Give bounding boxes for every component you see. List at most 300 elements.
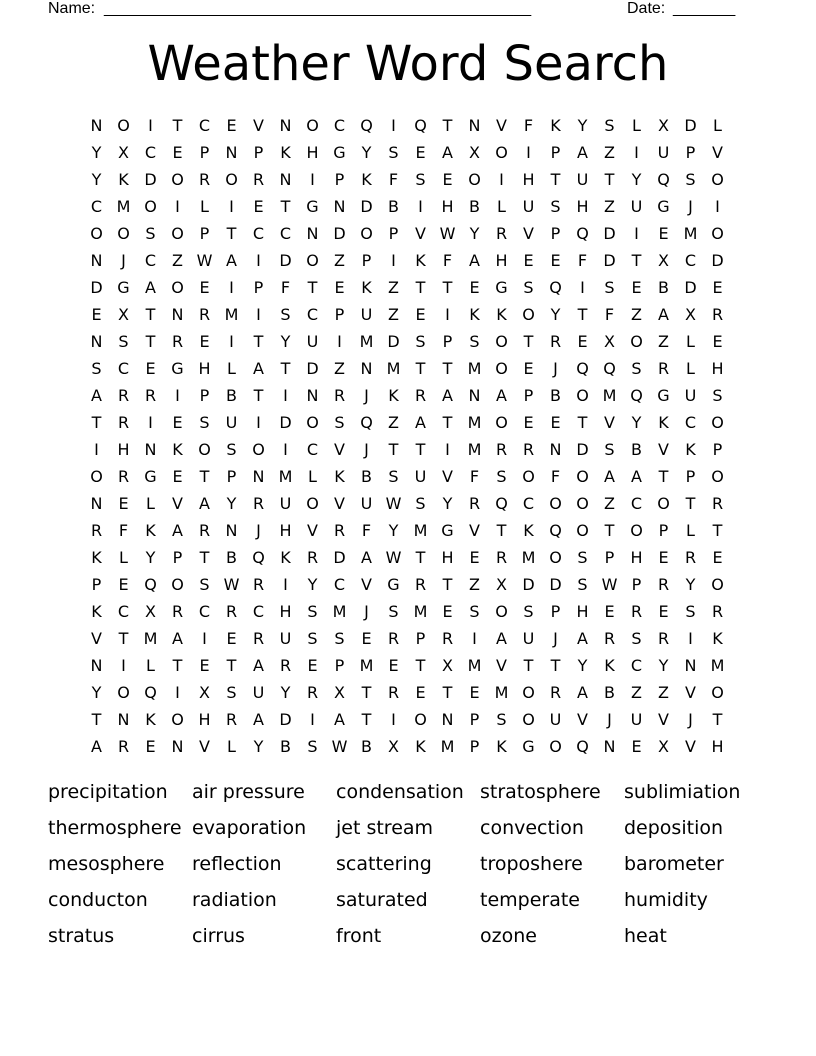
grid-letter[interactable]: S	[280, 305, 291, 324]
grid-letter[interactable]: Z	[334, 359, 345, 378]
grid-letter[interactable]: J	[688, 710, 693, 729]
grid-letter[interactable]: O	[549, 494, 562, 513]
grid-letter[interactable]: C	[198, 602, 211, 621]
grid-letter[interactable]: Z	[469, 575, 480, 594]
grid-letter[interactable]: N	[306, 386, 319, 405]
grid-letter[interactable]: I	[310, 710, 315, 729]
grid-letter[interactable]: S	[685, 170, 696, 189]
grid-letter[interactable]: D	[279, 413, 292, 432]
grid-letter[interactable]: P	[388, 224, 399, 243]
grid-letter[interactable]: I	[391, 251, 396, 270]
grid-letter[interactable]: S	[496, 710, 507, 729]
grid-letter[interactable]: Y	[631, 413, 642, 432]
grid-letter[interactable]: M	[143, 629, 158, 648]
grid-letter[interactable]: Y	[550, 305, 561, 324]
grid-letter[interactable]: A	[253, 710, 264, 729]
grid-letter[interactable]: T	[307, 278, 318, 297]
grid-letter[interactable]: E	[118, 494, 129, 513]
grid-letter[interactable]: M	[440, 737, 455, 756]
grid-letter[interactable]: K	[496, 737, 507, 756]
grid-letter[interactable]: K	[604, 656, 615, 675]
grid-letter[interactable]: Y	[91, 683, 102, 702]
grid-letter[interactable]: I	[283, 440, 288, 459]
grid-letter[interactable]: D	[684, 278, 697, 297]
grid-letter[interactable]: N	[90, 656, 103, 675]
grid-letter[interactable]: D	[684, 116, 697, 135]
grid-letter[interactable]: O	[306, 116, 319, 135]
grid-letter[interactable]: U	[414, 467, 427, 486]
grid-letter[interactable]: T	[415, 359, 426, 378]
grid-letter[interactable]: A	[145, 278, 156, 297]
grid-letter[interactable]: Z	[604, 143, 615, 162]
grid-letter[interactable]: X	[145, 602, 156, 621]
grid-letter[interactable]: O	[549, 548, 562, 567]
grid-letter[interactable]: T	[577, 305, 588, 324]
grid-letter[interactable]: T	[145, 332, 156, 351]
grid-letter[interactable]: O	[495, 332, 508, 351]
grid-letter[interactable]: T	[442, 278, 453, 297]
grid-letter[interactable]: W	[223, 575, 240, 594]
grid-letter[interactable]: R	[333, 521, 346, 540]
grid-letter[interactable]: D	[603, 224, 616, 243]
grid-letter[interactable]: R	[117, 737, 130, 756]
grid-letter[interactable]: S	[685, 602, 696, 621]
grid-letter[interactable]: O	[306, 413, 319, 432]
grid-letter[interactable]: K	[145, 710, 156, 729]
grid-letter[interactable]: H	[711, 359, 724, 378]
grid-letter[interactable]: M	[116, 197, 131, 216]
grid-letter[interactable]: J	[364, 602, 369, 621]
grid-letter[interactable]: P	[442, 332, 453, 351]
grid-letter[interactable]: T	[442, 575, 453, 594]
grid-letter[interactable]: R	[711, 494, 724, 513]
grid-letter[interactable]: K	[415, 251, 426, 270]
grid-letter[interactable]: V	[253, 116, 264, 135]
grid-letter[interactable]: Q	[603, 359, 616, 378]
grid-letter[interactable]: V	[469, 521, 480, 540]
grid-letter[interactable]: I	[580, 278, 585, 297]
grid-letter[interactable]: U	[360, 305, 373, 324]
grid-letter[interactable]: L	[146, 656, 155, 675]
grid-letter[interactable]: I	[472, 629, 477, 648]
grid-letter[interactable]: S	[334, 413, 345, 432]
grid-letter[interactable]: O	[522, 305, 535, 324]
grid-letter[interactable]: L	[227, 737, 236, 756]
grid-letter[interactable]: W	[439, 224, 456, 243]
grid-letter[interactable]: V	[442, 467, 453, 486]
grid-letter[interactable]: Z	[388, 413, 399, 432]
grid-letter[interactable]: S	[388, 467, 399, 486]
grid-letter[interactable]: J	[553, 359, 558, 378]
grid-letter[interactable]: L	[686, 359, 695, 378]
grid-letter[interactable]: K	[685, 440, 696, 459]
grid-letter[interactable]: C	[306, 440, 319, 459]
grid-letter[interactable]: R	[684, 548, 697, 567]
grid-letter[interactable]: T	[550, 656, 561, 675]
grid-letter[interactable]: Y	[685, 575, 696, 594]
grid-letter[interactable]: A	[172, 629, 183, 648]
grid-letter[interactable]: O	[630, 521, 643, 540]
grid-letter[interactable]: A	[91, 386, 102, 405]
grid-letter[interactable]: V	[577, 710, 588, 729]
grid-letter[interactable]: V	[496, 656, 507, 675]
grid-letter[interactable]: V	[658, 710, 669, 729]
grid-letter[interactable]: T	[172, 116, 183, 135]
grid-letter[interactable]: B	[469, 197, 480, 216]
grid-letter[interactable]: Y	[631, 170, 642, 189]
grid-letter[interactable]: D	[306, 359, 319, 378]
grid-letter[interactable]: R	[252, 575, 265, 594]
grid-letter[interactable]: O	[711, 170, 724, 189]
grid-letter[interactable]: A	[172, 521, 183, 540]
grid-letter[interactable]: D	[360, 197, 373, 216]
grid-letter[interactable]: D	[279, 251, 292, 270]
grid-letter[interactable]: A	[442, 386, 453, 405]
grid-letter[interactable]: O	[657, 494, 670, 513]
grid-letter[interactable]: U	[279, 494, 292, 513]
grid-letter[interactable]: F	[550, 467, 561, 486]
grid-letter[interactable]: E	[388, 656, 399, 675]
grid-letter[interactable]: L	[632, 116, 641, 135]
grid-letter[interactable]: K	[415, 737, 426, 756]
grid-letter[interactable]: D	[387, 332, 400, 351]
grid-letter[interactable]: K	[118, 170, 129, 189]
grid-letter[interactable]: Q	[495, 494, 508, 513]
grid-letter[interactable]: B	[280, 737, 291, 756]
grid-letter[interactable]: D	[279, 710, 292, 729]
grid-letter[interactable]: H	[495, 251, 508, 270]
grid-letter[interactable]: N	[90, 332, 103, 351]
grid-letter[interactable]: M	[332, 602, 347, 621]
grid-letter[interactable]: E	[415, 143, 426, 162]
grid-letter[interactable]: S	[469, 332, 480, 351]
grid-letter[interactable]: G	[306, 197, 319, 216]
grid-letter[interactable]: E	[469, 278, 480, 297]
grid-letter[interactable]: C	[306, 305, 319, 324]
grid-letter[interactable]: N	[549, 440, 562, 459]
grid-letter[interactable]: P	[685, 143, 696, 162]
grid-letter[interactable]: K	[145, 521, 156, 540]
grid-letter[interactable]: O	[711, 683, 724, 702]
grid-letter[interactable]: H	[306, 143, 319, 162]
grid-letter[interactable]: S	[604, 440, 615, 459]
grid-letter[interactable]: G	[333, 143, 346, 162]
grid-letter[interactable]: U	[252, 683, 265, 702]
grid-letter[interactable]: Y	[253, 737, 264, 756]
grid-letter[interactable]: G	[522, 737, 535, 756]
grid-letter[interactable]: E	[442, 170, 453, 189]
grid-letter[interactable]: S	[199, 575, 210, 594]
grid-letter[interactable]: O	[144, 197, 157, 216]
grid-letter[interactable]: L	[497, 197, 506, 216]
grid-letter[interactable]: R	[279, 656, 292, 675]
grid-letter[interactable]: S	[577, 575, 588, 594]
grid-letter[interactable]: N	[306, 224, 319, 243]
grid-letter[interactable]: S	[631, 359, 642, 378]
grid-letter[interactable]: S	[577, 548, 588, 567]
grid-letter[interactable]: E	[469, 548, 480, 567]
grid-letter[interactable]: S	[388, 602, 399, 621]
grid-letter[interactable]: Q	[576, 359, 589, 378]
grid-letter[interactable]: T	[685, 494, 696, 513]
grid-letter[interactable]: T	[442, 116, 453, 135]
grid-letter[interactable]: Q	[360, 116, 373, 135]
grid-letter[interactable]: O	[171, 575, 184, 594]
grid-letter[interactable]: L	[146, 494, 155, 513]
grid-letter[interactable]: E	[604, 602, 615, 621]
grid-letter[interactable]: E	[91, 305, 102, 324]
grid-letter[interactable]: N	[225, 521, 238, 540]
grid-letter[interactable]: X	[118, 143, 129, 162]
grid-letter[interactable]: X	[118, 305, 129, 324]
grid-letter[interactable]: K	[523, 521, 534, 540]
grid-letter[interactable]: U	[522, 629, 535, 648]
grid-letter[interactable]: A	[91, 737, 102, 756]
grid-letter[interactable]: T	[604, 170, 615, 189]
grid-letter[interactable]: X	[442, 656, 453, 675]
grid-letter[interactable]: P	[712, 440, 723, 459]
grid-letter[interactable]: O	[198, 440, 211, 459]
grid-letter[interactable]: U	[630, 710, 643, 729]
grid-letter[interactable]: M	[278, 467, 293, 486]
grid-letter[interactable]: N	[90, 494, 103, 513]
grid-letter[interactable]: F	[280, 278, 291, 297]
grid-letter[interactable]: S	[199, 413, 210, 432]
grid-letter[interactable]: E	[658, 602, 669, 621]
grid-letter[interactable]: H	[576, 197, 589, 216]
grid-letter[interactable]: Y	[226, 494, 237, 513]
grid-letter[interactable]: R	[198, 305, 211, 324]
grid-letter[interactable]: V	[415, 224, 426, 243]
grid-letter[interactable]: K	[388, 386, 399, 405]
grid-letter[interactable]: A	[334, 710, 345, 729]
grid-letter[interactable]: V	[91, 629, 102, 648]
grid-letter[interactable]: W	[331, 737, 348, 756]
grid-letter[interactable]: X	[604, 332, 615, 351]
grid-letter[interactable]: U	[576, 170, 589, 189]
grid-letter[interactable]: E	[199, 278, 210, 297]
grid-letter[interactable]: W	[196, 251, 213, 270]
grid-letter[interactable]: C	[90, 197, 103, 216]
grid-letter[interactable]: V	[496, 116, 507, 135]
grid-letter[interactable]: Y	[442, 494, 453, 513]
grid-letter[interactable]: K	[91, 602, 102, 621]
grid-letter[interactable]: R	[225, 710, 238, 729]
grid-letter[interactable]: R	[495, 440, 508, 459]
grid-letter[interactable]: D	[603, 251, 616, 270]
grid-letter[interactable]: Y	[280, 332, 291, 351]
grid-letter[interactable]: H	[441, 548, 454, 567]
grid-letter[interactable]: T	[145, 305, 156, 324]
grid-letter[interactable]: S	[523, 278, 534, 297]
grid-letter[interactable]: O	[576, 386, 589, 405]
grid-letter[interactable]: S	[307, 629, 318, 648]
grid-letter[interactable]: S	[469, 602, 480, 621]
grid-letter[interactable]: G	[171, 359, 184, 378]
grid-letter[interactable]: V	[172, 494, 183, 513]
grid-letter[interactable]: A	[469, 251, 480, 270]
grid-letter[interactable]: V	[685, 737, 696, 756]
grid-letter[interactable]: R	[495, 548, 508, 567]
grid-letter[interactable]: S	[604, 278, 615, 297]
grid-letter[interactable]: T	[658, 467, 669, 486]
grid-letter[interactable]: E	[523, 413, 534, 432]
grid-letter[interactable]: T	[91, 710, 102, 729]
grid-letter[interactable]: T	[280, 359, 291, 378]
grid-letter[interactable]: J	[553, 629, 558, 648]
grid-letter[interactable]: O	[576, 467, 589, 486]
grid-letter[interactable]: D	[576, 440, 589, 459]
grid-letter[interactable]: O	[90, 467, 103, 486]
grid-letter[interactable]: R	[306, 683, 319, 702]
grid-letter[interactable]: R	[90, 521, 103, 540]
grid-letter[interactable]: S	[145, 224, 156, 243]
grid-letter[interactable]: S	[415, 332, 426, 351]
grid-letter[interactable]: N	[90, 116, 103, 135]
grid-letter[interactable]: Y	[388, 521, 399, 540]
grid-letter[interactable]: P	[253, 143, 264, 162]
grid-letter[interactable]: T	[118, 629, 129, 648]
grid-letter[interactable]: W	[385, 548, 402, 567]
grid-letter[interactable]: V	[361, 575, 372, 594]
grid-letter[interactable]: M	[602, 386, 617, 405]
grid-letter[interactable]: E	[145, 737, 156, 756]
grid-letter[interactable]: Z	[604, 494, 615, 513]
grid-letter[interactable]: T	[415, 656, 426, 675]
grid-letter[interactable]: G	[441, 521, 454, 540]
grid-letter[interactable]: T	[226, 656, 237, 675]
grid-letter[interactable]: Y	[577, 656, 588, 675]
grid-letter[interactable]: A	[199, 494, 210, 513]
grid-letter[interactable]: N	[279, 116, 292, 135]
grid-letter[interactable]: E	[253, 197, 264, 216]
grid-letter[interactable]: E	[523, 251, 534, 270]
grid-letter[interactable]: O	[171, 278, 184, 297]
grid-letter[interactable]: F	[469, 467, 480, 486]
grid-letter[interactable]: O	[495, 359, 508, 378]
grid-letter[interactable]: M	[413, 521, 428, 540]
grid-letter[interactable]: U	[306, 332, 319, 351]
grid-letter[interactable]: S	[334, 629, 345, 648]
grid-letter[interactable]: B	[658, 278, 669, 297]
grid-letter[interactable]: R	[711, 305, 724, 324]
grid-letter[interactable]: A	[253, 359, 264, 378]
grid-letter[interactable]: G	[117, 278, 130, 297]
grid-letter[interactable]: R	[657, 575, 670, 594]
grid-letter[interactable]: G	[657, 197, 670, 216]
grid-letter[interactable]: S	[226, 683, 237, 702]
grid-letter[interactable]: E	[631, 737, 642, 756]
grid-letter[interactable]: M	[710, 656, 725, 675]
grid-letter[interactable]: T	[712, 521, 723, 540]
grid-letter[interactable]: T	[226, 224, 237, 243]
grid-letter[interactable]: P	[469, 737, 480, 756]
grid-letter[interactable]: N	[468, 386, 481, 405]
grid-letter[interactable]: O	[252, 440, 265, 459]
grid-letter[interactable]: Y	[91, 170, 102, 189]
grid-letter[interactable]: A	[658, 305, 669, 324]
grid-letter[interactable]: O	[576, 494, 589, 513]
grid-letter[interactable]: P	[604, 548, 615, 567]
grid-letter[interactable]: D	[144, 170, 157, 189]
grid-letter[interactable]: U	[549, 710, 562, 729]
grid-letter[interactable]: D	[522, 575, 535, 594]
grid-letter[interactable]: R	[441, 629, 454, 648]
grid-letter[interactable]: O	[117, 224, 130, 243]
grid-letter[interactable]: R	[414, 575, 427, 594]
grid-letter[interactable]: V	[658, 440, 669, 459]
grid-letter[interactable]: S	[631, 629, 642, 648]
grid-letter[interactable]: O	[360, 224, 373, 243]
grid-letter[interactable]: N	[252, 467, 265, 486]
grid-letter[interactable]: R	[495, 224, 508, 243]
grid-letter[interactable]: I	[148, 413, 153, 432]
grid-letter[interactable]: T	[91, 413, 102, 432]
grid-letter[interactable]: P	[334, 305, 345, 324]
grid-letter[interactable]: K	[658, 413, 669, 432]
grid-letter[interactable]: L	[227, 359, 236, 378]
grid-letter[interactable]: N	[144, 440, 157, 459]
grid-letter[interactable]: T	[280, 197, 291, 216]
grid-letter[interactable]: C	[144, 143, 157, 162]
grid-letter[interactable]: A	[604, 467, 615, 486]
grid-letter[interactable]: B	[226, 386, 237, 405]
grid-letter[interactable]: Y	[469, 224, 480, 243]
grid-letter[interactable]: N	[468, 116, 481, 135]
grid-letter[interactable]: V	[199, 737, 210, 756]
grid-letter[interactable]: S	[118, 332, 129, 351]
grid-letter[interactable]: V	[712, 143, 723, 162]
grid-letter[interactable]: T	[361, 683, 372, 702]
grid-letter[interactable]: J	[688, 197, 693, 216]
grid-letter[interactable]: K	[280, 143, 291, 162]
grid-letter[interactable]: I	[229, 332, 234, 351]
grid-letter[interactable]: T	[550, 170, 561, 189]
grid-letter[interactable]: T	[361, 710, 372, 729]
grid-letter[interactable]: J	[607, 710, 612, 729]
grid-letter[interactable]: F	[577, 251, 588, 270]
grid-letter[interactable]: T	[631, 251, 642, 270]
grid-letter[interactable]: E	[415, 305, 426, 324]
grid-letter[interactable]: O	[522, 683, 535, 702]
grid-letter[interactable]: C	[333, 116, 346, 135]
grid-letter[interactable]: Z	[172, 251, 183, 270]
grid-letter[interactable]: Y	[361, 143, 372, 162]
grid-letter[interactable]: P	[469, 710, 480, 729]
grid-letter[interactable]: R	[549, 332, 562, 351]
grid-letter[interactable]: G	[657, 386, 670, 405]
grid-letter[interactable]: O	[117, 116, 130, 135]
grid-letter[interactable]: S	[226, 440, 237, 459]
grid-letter[interactable]: I	[445, 305, 450, 324]
grid-letter[interactable]: E	[523, 359, 534, 378]
grid-letter[interactable]: R	[387, 683, 400, 702]
grid-letter[interactable]: H	[198, 710, 211, 729]
grid-letter[interactable]: I	[283, 575, 288, 594]
grid-letter[interactable]: P	[550, 143, 561, 162]
grid-letter[interactable]: T	[415, 278, 426, 297]
grid-letter[interactable]: P	[334, 656, 345, 675]
grid-letter[interactable]: E	[442, 602, 453, 621]
grid-letter[interactable]: P	[226, 467, 237, 486]
grid-letter[interactable]: O	[306, 251, 319, 270]
grid-letter[interactable]: V	[685, 683, 696, 702]
grid-letter[interactable]: X	[658, 737, 669, 756]
grid-letter[interactable]: H	[576, 602, 589, 621]
grid-letter[interactable]: S	[550, 197, 561, 216]
grid-letter[interactable]: O	[468, 170, 481, 189]
grid-letter[interactable]: C	[198, 116, 211, 135]
